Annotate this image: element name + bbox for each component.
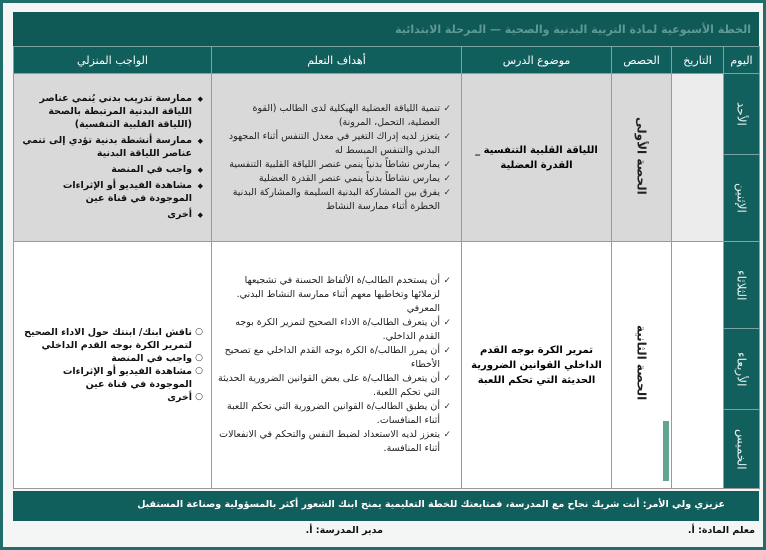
day-cell xyxy=(724,74,760,242)
period-label: الحصة الأولى xyxy=(634,116,649,195)
table-row xyxy=(14,74,760,242)
objective-item: ✓ أن يطبق الطالب/ة القوانين الضرورية التي تحكم اللعبة أثناء المنافسات. xyxy=(218,400,451,428)
header-date: التاريخ xyxy=(672,47,724,74)
teacher-signature: معلم المادة: أ. xyxy=(687,525,755,536)
day-label: الخميس xyxy=(734,428,749,470)
day-cell xyxy=(724,242,760,489)
homework-item: ◆ مشاهدة الفيديو أو الإثراءات الموجودة في قناة عين xyxy=(20,179,203,205)
homework-item: ◆ أخرى xyxy=(20,208,203,221)
objective-item: ✓ يفرق بين المشاركة البدنية السليمة والمشاركة البدنية الخطرة أثناء ممارسة النشاط xyxy=(218,186,451,214)
header-homework: الواجب المنزلي xyxy=(14,47,212,74)
table-header-row xyxy=(14,47,760,74)
homework-item: ○ واجب في المنصة xyxy=(20,352,203,365)
objective-item: ✓ يمارس نشاطاً بدنياً ينمي عنصر اللياقة القلبية التنفسية xyxy=(218,158,451,172)
topic-cell xyxy=(462,242,612,489)
table-row xyxy=(14,242,760,489)
period-cell xyxy=(612,74,672,242)
signature-footer xyxy=(13,521,759,543)
date-cell xyxy=(672,242,724,489)
day-label: الأحد xyxy=(734,102,749,126)
decorative-bar xyxy=(663,421,669,481)
day-label: الأربعاء xyxy=(734,351,749,387)
objectives-cell xyxy=(212,74,462,242)
homework-item: ○ مشاهدة الفيديو أو الإثراءات الموجودة في قناة عين xyxy=(20,365,203,391)
homework-item: ◆ ممارسة أنشطة بدنية تؤدي إلى تنمي عناصر اللياقة البدنية xyxy=(20,134,203,160)
objective-item: ✓ أن يتعرف الطالب/ة على بعض القوانين الضرورية الحديثة التي تحكم اللعبة. xyxy=(218,372,451,400)
header-objectives: أهداف التعلم xyxy=(212,47,462,74)
homework-cell xyxy=(14,242,212,489)
header-periods: الحصص xyxy=(612,47,672,74)
homework-item: ○ ناقش ابنك/ ابنتك حول الاداء الصحيح لتمرير الكرة بوجه القدم الداخلي xyxy=(20,326,203,352)
topic-text: اللياقة القلبية التنفسية _ القدرة العضلية xyxy=(475,144,598,171)
objective-item: ✓ تنمية اللياقة العضلية الهيكلية لدى الطالب (القوة العضلية، التحمل، المرونة) xyxy=(218,102,451,130)
period-label: الحصة الثانية xyxy=(634,325,649,401)
objective-item: ✓ يتعزز لديه إدراك التغير في معدل التنفس أثناء المجهود البدني والتنفس المبسط له xyxy=(218,130,451,158)
homework-item: ○ أخرى xyxy=(20,391,203,404)
parent-note-bar xyxy=(13,491,759,521)
principal-signature: مدير المدرسة: أ. xyxy=(305,525,383,536)
parent-note-text: عزيزي ولي الأمر: أنت شريك نجاح مع المدرسة، فمتابعتك للخطة التعليمية يمنح ابنك الشعور أكثر بالمسؤولية وصناعة المستقبل xyxy=(137,499,725,510)
header-topic: موضوع الدرس xyxy=(462,47,612,74)
day-label: الثلاثاء xyxy=(734,269,749,301)
topic-cell xyxy=(462,74,612,242)
homework-item: ◆ واجب في المنصة xyxy=(20,163,203,176)
objective-item: ✓ أن يتعرف الطالب/ة الاداء الصحيح لتمرير الكرة بوجه القدم الداخلي. xyxy=(218,316,451,344)
top-banner xyxy=(13,12,759,46)
date-cell xyxy=(672,74,724,242)
objective-item: ✓ أن يمرر الطالب/ة الكرة بوجه القدم الداخلي مع تصحيح الأخطاء xyxy=(218,344,451,372)
objective-item: ✓ أن يستخدم الطالب/ة الألفاظ الحسنة في تشجيعها لزملائها وتخاطبها معهم أثناء ممارسة النشاط البدني. المعرفي xyxy=(218,274,451,316)
day-label: الإثنين xyxy=(734,183,749,213)
topic-text: تمرير الكرة بوجه القدم الداخلي القوانين الضرورية الحديثة التي تحكم اللعبة xyxy=(471,344,602,386)
top-banner-text: الخطة الأسبوعية لمادة التربية البدنية والصحية — المرحلة الابتدائية xyxy=(395,23,751,36)
homework-item: ◆ ممارسة تدريب بدني يُنمي عناصر اللياقة البدنية المرتبطة بالصحة (اللياقة القلبية التنفسية) xyxy=(20,92,203,131)
objective-item: ✓ يمارس نشاطاً بدنياً ينمي عنصر القدرة العضلية xyxy=(218,172,451,186)
objectives-cell xyxy=(212,242,462,489)
weekly-plan-table xyxy=(13,46,760,489)
homework-cell xyxy=(14,74,212,242)
header-day: اليوم xyxy=(724,47,760,74)
objective-item: ✓ يتعزز لديه الاستعداد لضبط النفس والتحكم في الانفعالات أثناء المنافسة. xyxy=(218,428,451,456)
